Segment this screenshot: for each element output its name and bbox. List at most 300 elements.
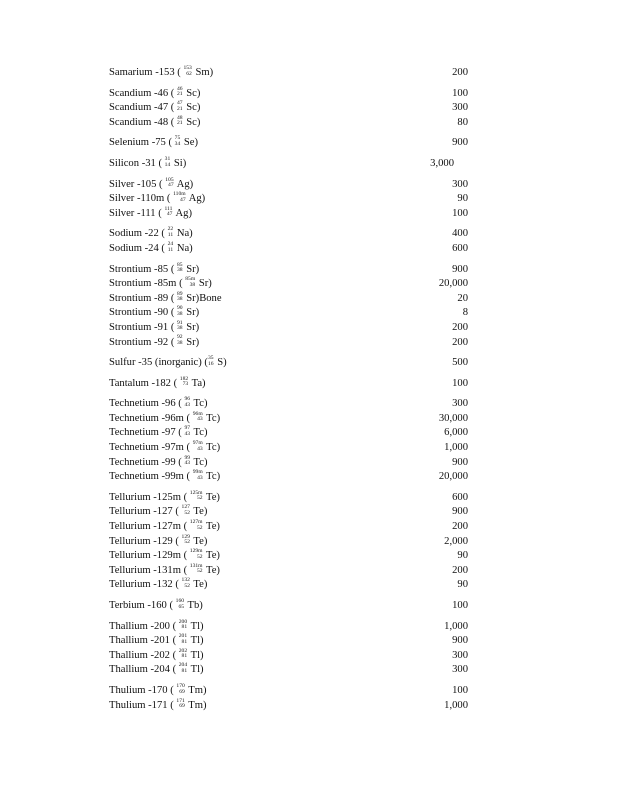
isotope-number: -46	[154, 87, 169, 99]
element-name: Selenium	[109, 137, 150, 149]
nuclide-label: Tellurium -132 ( 132 52 Te)	[109, 577, 208, 591]
mass-number: 110m	[173, 191, 186, 198]
nuclide-row	[0, 136, 618, 151]
mass-atomic-notation	[177, 306, 183, 317]
mass-number: 48	[176, 114, 183, 121]
limit-value: 400	[452, 228, 468, 240]
nuclide-row	[0, 491, 618, 506]
limit-value: 500	[452, 357, 468, 369]
element-name: Tellurium	[109, 535, 151, 547]
nuclide-group	[0, 620, 618, 678]
element-name: Technetium	[109, 398, 159, 410]
nuclide-row	[0, 178, 618, 193]
element-symbol: Te)	[206, 550, 220, 562]
atomic-number: 43	[184, 401, 191, 408]
mass-number: 204	[178, 662, 188, 669]
nuclide-label: Thallium -202 ( 202 81 Tl)	[109, 647, 204, 661]
mass-atomic-notation	[164, 207, 172, 218]
element-symbol: Sr)	[186, 336, 200, 348]
nuclide-label: Tellurium -129m ( 129m 52 Te)	[109, 548, 220, 562]
limit-value: 300	[452, 102, 468, 114]
isotope-number: -91	[154, 321, 169, 333]
nuclide-label: Technetium -96m ( 96m 43 Tc)	[109, 410, 221, 424]
atomic-number: 11	[167, 231, 174, 238]
mass-atomic-notation	[165, 157, 171, 168]
element-name: Tellurium	[109, 579, 151, 591]
limit-value: 900	[452, 506, 468, 518]
limit-value: 100	[452, 87, 468, 99]
mass-number: 170	[176, 682, 185, 689]
nuclide-label: Sulfur -35 (inorganic) ( 35 16 S)	[109, 355, 227, 369]
nuclide-row	[0, 520, 618, 535]
atomic-number: 43	[197, 474, 203, 481]
mass-number: 90	[177, 305, 183, 312]
element-name: Scandium	[109, 102, 152, 114]
mass-atomic-notation	[179, 620, 187, 631]
element-symbol: Na)	[176, 242, 193, 254]
element-name: Thulium	[109, 699, 146, 711]
nuclide-label: Selenium -75 ( 75 34 Se)	[109, 135, 199, 149]
element-symbol: Ag)	[176, 178, 194, 190]
isotope-number: -75	[151, 137, 166, 149]
element-name: Technetium	[109, 456, 159, 468]
atomic-number: 81	[181, 653, 188, 660]
isotope-number: -204	[150, 664, 170, 676]
isotope-number: -170	[148, 684, 168, 696]
element-symbol: Sr)Bone	[186, 292, 222, 304]
isotope-number: -182	[151, 377, 171, 389]
isotope-number: -125m	[153, 491, 181, 503]
atomic-number: 34	[174, 140, 181, 147]
limit-value: 200	[452, 67, 468, 78]
isotope-number: -153	[155, 67, 175, 78]
mass-number: 92	[177, 334, 183, 341]
limit-value: 100	[452, 377, 468, 389]
element-symbol: Tc)	[193, 456, 208, 468]
element-symbol: Tm)	[188, 684, 207, 696]
limit-value: 300	[452, 664, 468, 676]
nuclide-row	[0, 620, 618, 635]
nuclide-label: Tantalum -182 ( 182 73 Ta)	[109, 375, 206, 389]
nuclide-group	[0, 136, 618, 151]
mass-atomic-notation	[179, 663, 187, 674]
nuclide-row	[0, 116, 618, 131]
atomic-number: 21	[176, 120, 183, 127]
nuclide-row	[0, 157, 618, 172]
element-symbol: Te)	[193, 535, 208, 547]
element-name: Terbium	[109, 600, 145, 611]
nuclide-row	[0, 306, 618, 321]
limit-value: 900	[452, 456, 468, 468]
isotope-number: -110m	[136, 193, 165, 205]
nuclide-group	[0, 227, 618, 256]
limit-value: 100	[452, 600, 468, 611]
isotope-number: -111	[136, 207, 156, 219]
atomic-number: 38	[177, 325, 183, 332]
nuclide-row	[0, 456, 618, 471]
element-name: Samarium	[109, 67, 153, 78]
element-symbol: Tb)	[187, 600, 203, 611]
nuclide-group	[0, 157, 618, 172]
element-symbol: Ag)	[188, 193, 206, 205]
limit-value: 1,000	[444, 699, 468, 711]
isotope-number: -127m	[153, 521, 181, 533]
nuclide-label: Strontium -85m ( 85m 38 Sr)	[109, 276, 212, 290]
mass-number: 111	[164, 205, 173, 212]
element-name: Tellurium	[109, 506, 151, 518]
mass-number: 97m	[192, 440, 203, 447]
nuclide-row	[0, 292, 618, 307]
isotope-number: -90	[154, 307, 169, 319]
isotope-number: -105	[136, 178, 157, 190]
nuclide-row	[0, 412, 618, 427]
mass-number: 96	[184, 396, 191, 403]
nuclide-table	[0, 66, 618, 719]
element-symbol: Sr)	[186, 321, 200, 333]
mass-atomic-notation	[193, 441, 203, 452]
mass-atomic-notation	[182, 535, 190, 546]
mass-atomic-notation	[176, 599, 184, 610]
mass-number: 127m	[189, 519, 203, 525]
limit-value: 900	[452, 263, 468, 275]
mass-number: 125m	[189, 489, 203, 496]
nuclide-group	[0, 87, 618, 131]
mass-atomic-notation	[182, 578, 190, 589]
atomic-number: 16	[207, 360, 214, 367]
mass-number: 99	[184, 454, 191, 461]
mass-atomic-notation	[176, 699, 184, 710]
limit-value: 20	[457, 292, 468, 304]
limit-value: 900	[452, 137, 468, 149]
limit-value: 90	[457, 579, 468, 591]
isotope-number: -127	[153, 506, 173, 518]
element-name: Thallium	[109, 620, 148, 632]
nuclide-label: Technetium -99m ( 99m 43 Tc)	[109, 469, 221, 483]
atomic-number: 21	[176, 105, 183, 112]
mass-number: 153	[183, 64, 192, 71]
mass-number: 105	[165, 176, 174, 183]
nuclide-label: Technetium -99 ( 99 43 Tc)	[109, 454, 208, 468]
mass-atomic-notation	[184, 397, 190, 408]
limit-value: 100	[452, 684, 468, 696]
atomic-number: 62	[186, 70, 192, 77]
mass-atomic-notation	[168, 227, 174, 238]
nuclide-label: Thallium -201 ( 201 81 Tl)	[109, 633, 204, 647]
mass-number: 171	[176, 697, 185, 704]
nuclide-label: Thulium -170 ( 170 69 Tm)	[109, 682, 207, 696]
nuclide-row	[0, 634, 618, 649]
element-symbol: Sr)	[186, 307, 200, 319]
nuclide-label: Silicon -31 ( 31 14 Si)	[109, 155, 187, 169]
nuclide-row	[0, 336, 618, 351]
element-symbol: Te)	[193, 579, 208, 591]
atomic-number: 52	[196, 524, 203, 531]
atomic-number: 14	[164, 161, 171, 168]
isotope-number: -22	[144, 228, 159, 240]
mass-number: 160	[175, 597, 185, 604]
element-name: Strontium	[109, 307, 152, 319]
limit-value: 200	[452, 321, 468, 333]
mass-number: 99m	[192, 469, 203, 476]
nuclide-label: Sodium -22 ( 22 11 Na)	[109, 226, 193, 240]
mass-atomic-notation	[177, 87, 183, 98]
nuclide-group	[0, 397, 618, 485]
element-name: Strontium	[109, 321, 152, 333]
mass-atomic-notation	[168, 242, 174, 253]
element-symbol: Si)	[173, 157, 187, 169]
isotope-number: -200	[150, 620, 170, 632]
element-symbol: Tc)	[206, 471, 221, 483]
mass-number: 129m	[189, 548, 203, 555]
nuclide-label: Silver -111 ( 111 47 Ag)	[109, 205, 192, 219]
element-name: Thulium	[109, 684, 146, 696]
nuclide-row	[0, 505, 618, 520]
element-name: Tellurium	[109, 521, 151, 533]
mass-number: 200	[178, 618, 188, 625]
mass-number: 127	[181, 504, 190, 511]
isotope-number: -96	[161, 398, 176, 410]
atomic-number: 52	[196, 553, 203, 560]
nuclide-row	[0, 599, 618, 614]
mass-number: 132	[181, 577, 190, 584]
element-name: Tellurium	[109, 564, 151, 576]
nuclide-row	[0, 549, 618, 564]
element-symbol: Tc)	[206, 412, 221, 424]
limit-value: 6,000	[444, 427, 468, 439]
element-name: Silicon	[109, 157, 140, 169]
element-symbol: Sc)	[186, 116, 201, 128]
element-name: Silver	[109, 207, 135, 219]
nuclide-label: Thulium -171 ( 171 69 Tm)	[109, 697, 207, 711]
mass-atomic-notation	[190, 549, 203, 560]
element-name: Strontium	[109, 278, 152, 290]
mass-number: 91	[177, 319, 183, 326]
mass-atomic-notation	[208, 356, 214, 367]
nuclide-row	[0, 101, 618, 116]
nuclide-label: Technetium -96 ( 96 43 Tc)	[109, 396, 208, 410]
mass-atomic-notation	[184, 426, 190, 437]
element-symbol: Te)	[206, 521, 220, 533]
nuclide-label: Tellurium -125m ( 125m 52 Te)	[109, 489, 220, 503]
mass-atomic-notation	[183, 66, 191, 77]
mass-number: 129	[181, 533, 190, 540]
element-symbol: Sc)	[186, 102, 201, 114]
mass-atomic-notation	[177, 321, 183, 332]
element-name: Sodium	[109, 242, 142, 254]
mass-atomic-notation	[177, 263, 183, 274]
nuclide-row	[0, 377, 618, 392]
atomic-number: 52	[196, 568, 203, 575]
element-symbol: Te)	[206, 564, 220, 576]
nuclide-label: Tellurium -129 ( 129 52 Te)	[109, 533, 208, 547]
atomic-number: 38	[177, 310, 183, 317]
isotope-number: -92	[154, 336, 169, 348]
limit-value: 20,000	[438, 278, 468, 290]
nuclide-label: Strontium -92 ( 92 38 Sr)	[109, 334, 200, 348]
nuclide-label: Terbium -160 ( 160 65 Tb)	[109, 597, 203, 611]
element-name: Thallium	[109, 635, 148, 647]
nuclide-row	[0, 263, 618, 278]
nuclide-group	[0, 684, 618, 713]
mass-number: 75	[174, 135, 181, 142]
nuclide-group	[0, 491, 618, 593]
mass-number: 24	[167, 240, 174, 247]
nuclide-label: Thallium -204 ( 204 81 Tl)	[109, 662, 204, 676]
atomic-number: 38	[189, 281, 196, 288]
mass-number: 47	[176, 100, 183, 107]
element-symbol: Ta)	[191, 377, 206, 389]
element-symbol: Tl)	[190, 664, 204, 676]
atomic-number: 43	[197, 445, 203, 452]
nuclide-row	[0, 242, 618, 257]
nuclide-label: Technetium -97 ( 97 43 Tc)	[109, 425, 208, 439]
isotope-number: -96m	[161, 412, 184, 424]
atomic-number: 43	[197, 416, 203, 423]
isotope-number: -85m	[154, 278, 177, 290]
nuclide-group	[0, 599, 618, 614]
limit-value: 100	[452, 207, 468, 219]
isotope-number: -160	[147, 600, 167, 611]
nuclide-label: Scandium -48 ( 48 21 Sc)	[109, 114, 201, 128]
limit-value: 3,000	[430, 157, 454, 169]
mass-atomic-notation	[165, 178, 173, 189]
mass-number: 202	[178, 647, 188, 654]
nuclide-label: Thallium -200 ( 200 81 Tl)	[109, 618, 204, 632]
limit-value: 300	[452, 178, 468, 190]
isotope-number: -99	[161, 456, 176, 468]
isotope-number: -129	[153, 535, 173, 547]
atomic-number: 52	[184, 510, 190, 516]
nuclide-group	[0, 178, 618, 222]
element-symbol: Sr)	[186, 263, 200, 275]
element-symbol: Sm)	[195, 67, 214, 78]
atomic-number: 81	[181, 667, 188, 674]
nuclide-row	[0, 397, 618, 412]
atomic-number: 81	[181, 638, 188, 645]
element-name: Tellurium	[109, 550, 151, 562]
nuclide-row	[0, 207, 618, 222]
element-name: Technetium	[109, 427, 159, 439]
nuclide-group	[0, 263, 618, 351]
isotope-number: -171	[148, 699, 168, 711]
atomic-number: 47	[168, 182, 174, 189]
atomic-number: 52	[184, 539, 190, 546]
atomic-number: 43	[184, 431, 191, 438]
element-symbol: Sc)	[186, 87, 201, 99]
limit-value: 900	[452, 635, 468, 647]
limit-value: 90	[457, 193, 468, 205]
mass-number: 31	[164, 155, 171, 162]
mass-number: 96m	[192, 410, 203, 417]
limit-value: 2,000	[444, 535, 468, 547]
element-name: Strontium	[109, 336, 152, 348]
nuclide-row	[0, 321, 618, 336]
limit-value: 200	[452, 336, 468, 348]
limit-value: 8	[462, 307, 468, 319]
nuclide-row	[0, 684, 618, 699]
mass-atomic-notation	[190, 564, 203, 575]
atomic-number: 73	[182, 381, 189, 388]
mass-atomic-notation	[180, 377, 188, 388]
mass-number: 35	[207, 355, 214, 362]
mass-number: 85m	[185, 276, 196, 283]
limit-value: 600	[452, 242, 468, 254]
element-name: Scandium	[109, 87, 152, 99]
nuclide-label: Strontium -90 ( 90 38 Sr)	[109, 305, 200, 319]
nuclide-row	[0, 66, 618, 81]
isotope-number: -24	[144, 242, 159, 254]
mass-atomic-notation	[175, 136, 181, 147]
element-symbol: Tc)	[193, 427, 208, 439]
atomic-number: 81	[181, 624, 188, 631]
isotope-number: -85	[154, 263, 169, 275]
atomic-number: 52	[184, 582, 190, 589]
isotope-number: -89	[154, 292, 169, 304]
element-name: Thallium	[109, 649, 148, 661]
atomic-number: 69	[179, 703, 185, 710]
mass-atomic-notation	[185, 277, 195, 288]
mass-number: 97	[184, 425, 191, 432]
nuclide-row	[0, 564, 618, 579]
element-symbol: Tl)	[190, 649, 204, 661]
nuclide-row	[0, 87, 618, 102]
mass-atomic-notation	[193, 412, 203, 423]
mass-atomic-notation	[177, 101, 183, 112]
nuclide-row	[0, 426, 618, 441]
nuclide-label: Scandium -47 ( 47 21 Sc)	[109, 100, 201, 114]
isotope-number: -99m	[161, 471, 184, 483]
nuclide-row	[0, 699, 618, 714]
element-name: Strontium	[109, 292, 152, 304]
mass-atomic-notation	[184, 456, 190, 467]
limit-value: 300	[452, 649, 468, 661]
atomic-number: 52	[196, 495, 203, 502]
atomic-number: 69	[179, 688, 185, 695]
nuclide-label: Strontium -85 ( 85 38 Sr)	[109, 261, 200, 275]
mass-number: 22	[167, 226, 174, 233]
mass-atomic-notation	[176, 684, 184, 695]
nuclide-row	[0, 441, 618, 456]
nuclide-label: Tellurium -127 ( 127 52 Te)	[109, 504, 208, 518]
isotope-number: -35 (inorganic)	[138, 357, 202, 369]
limit-value: 30,000	[438, 412, 468, 424]
element-symbol: Tl)	[190, 620, 204, 632]
mass-atomic-notation	[179, 634, 187, 645]
mass-atomic-notation	[193, 470, 203, 481]
nuclide-row	[0, 578, 618, 593]
nuclide-row	[0, 277, 618, 292]
atomic-number: 43	[184, 460, 191, 467]
mass-number: 182	[179, 375, 189, 382]
mass-atomic-notation	[177, 292, 183, 303]
nuclide-group	[0, 356, 618, 371]
nuclide-label: Tellurium -131m ( 131m 52 Te)	[109, 562, 220, 576]
mass-number: 89	[177, 290, 183, 297]
isotope-number: -132	[153, 579, 173, 591]
element-symbol: Te)	[193, 506, 208, 518]
nuclide-label: Silver -105 ( 105 47 Ag)	[109, 176, 194, 190]
element-symbol: Ag)	[175, 207, 192, 219]
atomic-number: 47	[180, 196, 186, 203]
element-name: Sulfur	[109, 357, 136, 369]
element-name: Technetium	[109, 412, 159, 424]
mass-atomic-notation	[190, 520, 203, 531]
limit-value: 200	[452, 521, 468, 533]
nuclide-label: Scandium -46 ( 46 21 Sc)	[109, 85, 201, 99]
element-symbol: S)	[217, 357, 227, 369]
nuclide-label: Sodium -24 ( 24 11 Na)	[109, 240, 193, 254]
nuclide-row	[0, 535, 618, 550]
